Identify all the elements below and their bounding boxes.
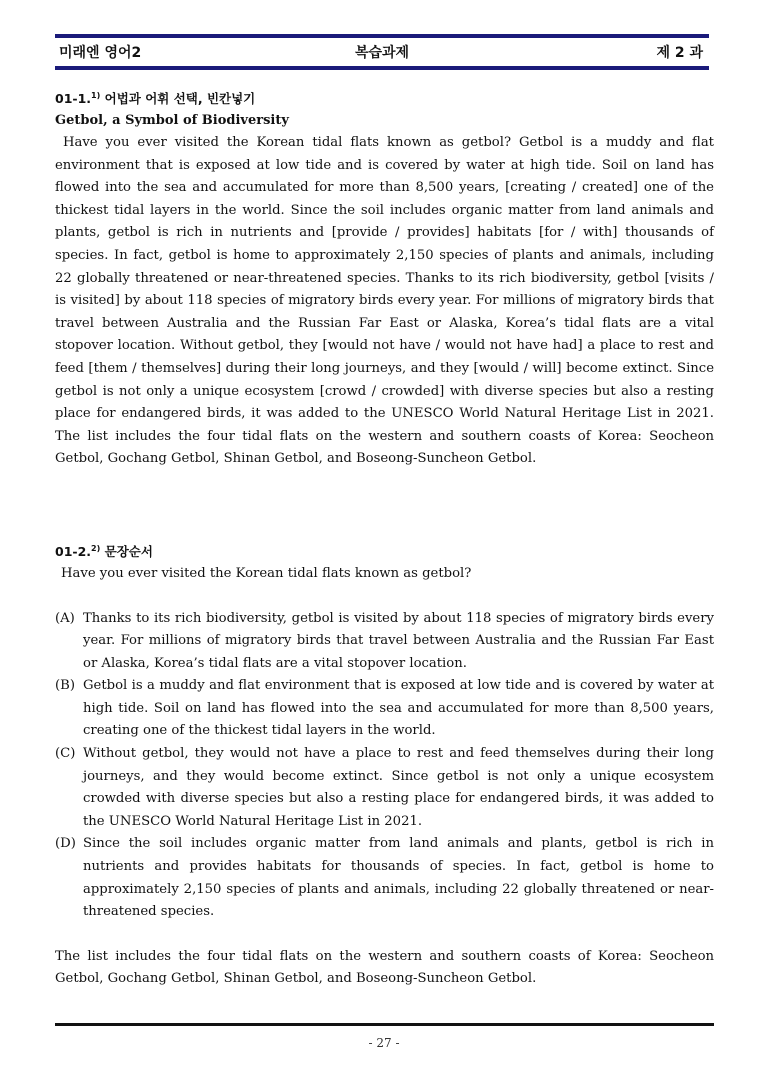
item-text: Thanks to its rich biodiversity, getbol is visited by about 118 species of migratory birds every year. For millions of migratory birds that travel between Australia and the Russian Far East or Alaska, Korea’s tidal flats are a vital stopover location. [83,610,714,671]
ordering-item-c [55,743,714,833]
ordering-item-d [55,833,714,923]
ordering-closing: The list includes the four tidal flats on the western and southern coasts of Korea: Seocheon Getbol, Gochang Getbol, Shinan Getbol, and Boseong-Suncheon Getbol. [55,948,714,987]
page-content [55,88,714,991]
passage-text: Have you ever visited the Korean tidal flats known as getbol? Getbol is a muddy and flat environment that is exposed at low tide and is covered by water at high tide. Soil on land has flowed into the sea and accumulated for more than 8,500 years, [creating / created] one of the thickest tidal layers in the world. Since the soil includes organic matter from land animals and plants, getbol is rich in nutrients and [provide / provides] habitats [for / with] thousands of species. In fact, getbol is home to approximately 2,150 species of plants and animals, including 22 globally threatened or near-threatened species. Thanks to its rich biodiversity, getbol [visits / is visited] by about 118 species of migratory birds every year. For millions of migratory birds that travel between Australia and the Russian Far East or Alaska, Korea’s tidal flats are a vital stopover location. Without getbol, they [would not have / would not have had] a place to rest and feed [them / themselves] during their long journeys, and they [would / will] become extinct. Since getbol is not only a unique ecosystem [crowd / crowded] with diverse species but also a resting place for endangered birds, it was added to the UNESCO World Natural Heritage List in 2021. The list includes the four tidal flats on the western and southern coasts of Korea: Seocheon Getbol, Gochang Getbol, Shinan Getbol, and Boseong-Suncheon Getbol. [55,135,714,467]
section-1-number: 01-1. [55,91,92,106]
item-label: (C) [55,746,76,762]
passage-body [55,132,714,471]
page-number: - 27 - [368,1036,400,1050]
ordering-item-a [55,608,714,676]
item-text: Getbol is a muddy and flat environment that is exposed at low tide and is covered by water at high tide. Soil on land has flowed into the sea and accumulated for more than 8,500 years, creating one of the thickest tidal layers in the world. [83,678,714,739]
item-text: Without getbol, they would not have a place to rest and feed themselves during their long journeys, and they would become extinct. Since getbol is not only a unique ecosystem crowded with diverse species but also a resting place for endangered birds, it was added to the UNESCO World Natural Heritage List in 2021. [83,746,714,829]
textbook-name: 미래엔 영어2 [59,45,142,61]
section-2-heading [55,541,714,563]
section-1-footnote: 1) [91,90,101,100]
item-label: (A) [55,610,75,626]
footer-rule [55,1023,714,1026]
section-1-heading [55,88,714,110]
ordering-intro: Have you ever visited the Korean tidal flats known as getbol? [61,565,472,581]
section-2-title: 문장순서 [104,543,153,559]
item-label: (B) [55,678,75,694]
lesson-number: 제 2 과 [656,45,703,61]
section-1-title: 어법과 어휘 선택, 빈칸넣기 [104,91,256,106]
item-text: Since the soil includes organic matter from land animals and plants, getbol is rich in nutrients and provides habitats for thousands of species. In fact, getbol is home to approximately 2,150 species of plants and animals, including 22 globally threatened or near-threatened species. [83,836,714,920]
section-2-footnote: 2) [91,543,101,553]
header-title: 복습과제 [354,45,410,61]
item-label: (D) [55,836,76,852]
section-2-number: 01-2. [55,543,92,559]
ordering-item-b [55,675,714,743]
page-header [55,34,709,70]
passage-title: Getbol, a Symbol of Biodiversity [55,113,289,128]
